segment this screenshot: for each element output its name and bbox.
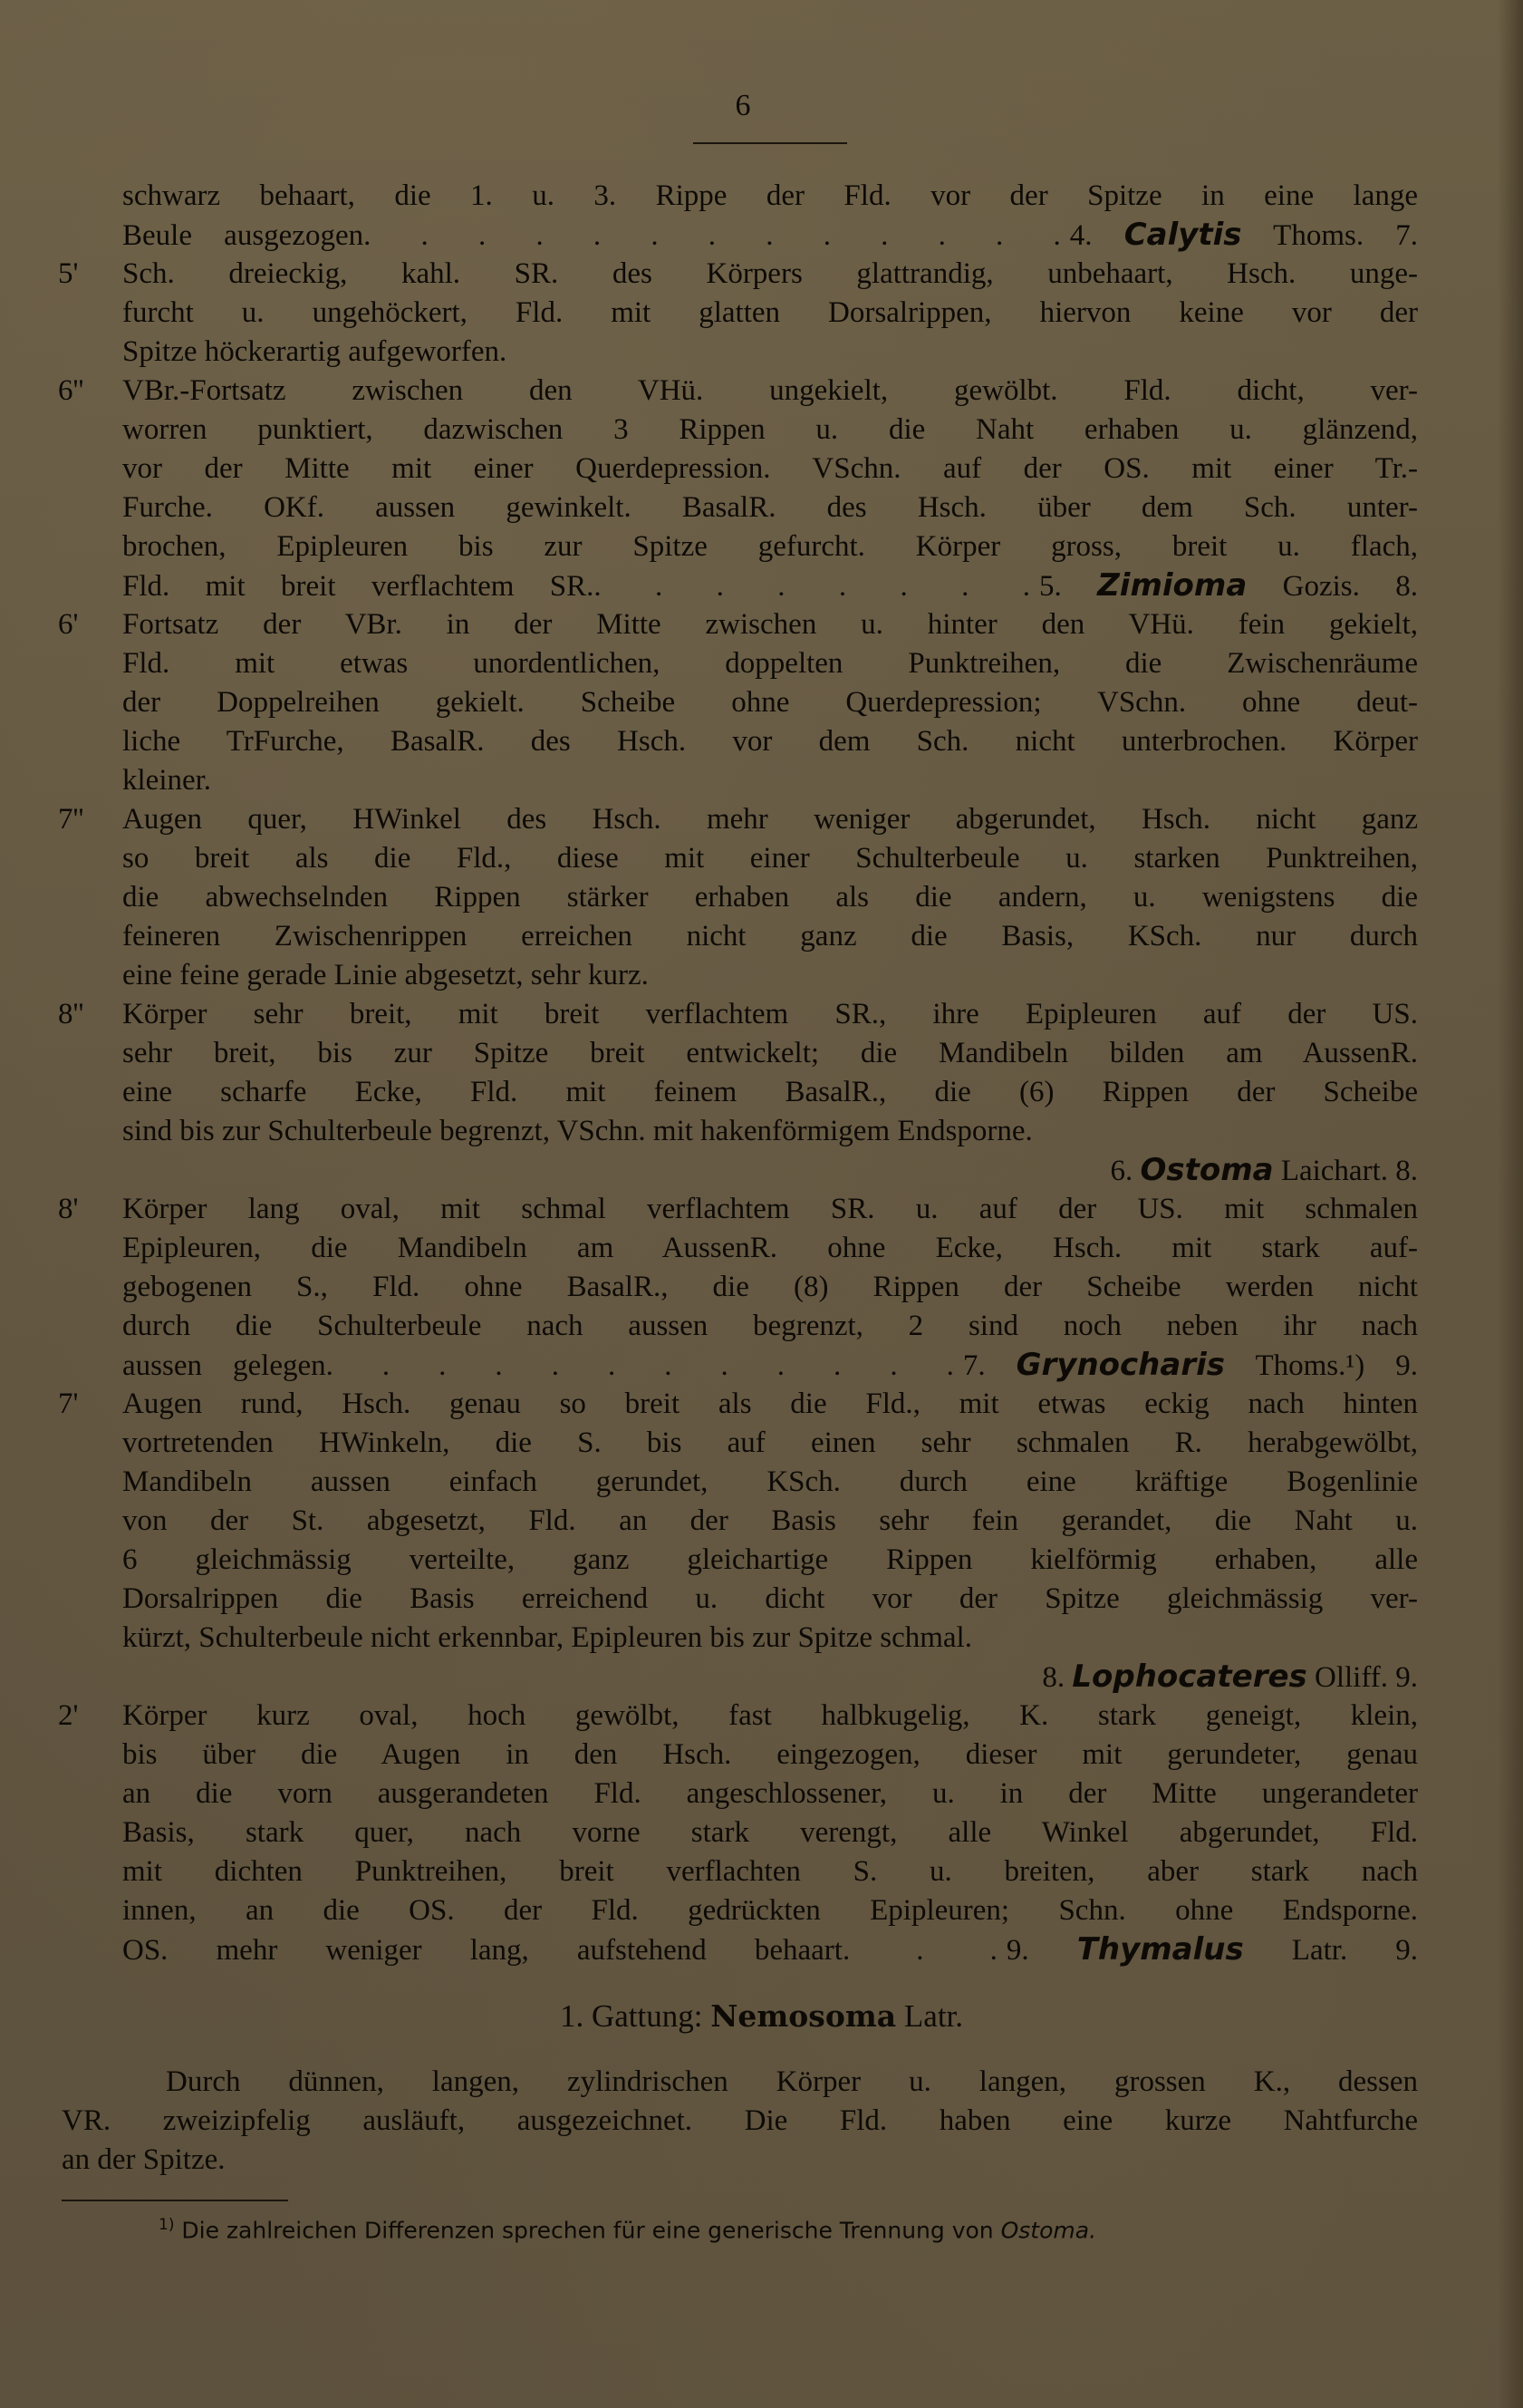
key-entry [0,255,1523,372]
footnote-marker: 1) [159,2216,175,2234]
key-line [0,1541,1418,1580]
key-line [0,1580,1418,1619]
key-line-text: sind bis zur Schulterbeule begrenzt, VSchn. mit hakenförmigem Endsporne. [122,1115,1033,1147]
genus-name: Ostoma [1140,1152,1274,1188]
key-entry [0,605,1523,800]
result-number: 8. [1042,1661,1065,1694]
key-line-text: gebogenen S., Fld. ohne BasalR., die (8) Rippen der Scheibe werden nicht [122,1271,1418,1303]
key-line [0,1930,1418,1969]
section-prefix: 1. Gattung: [559,1998,703,2034]
key-line [0,1346,1418,1385]
genus-description [0,2063,1523,2180]
key-line [0,1229,1418,1268]
key-line-text: Fld. mit etwas unordentlichen, doppelten Punktreihen, die Zwischenräume [122,647,1418,680]
description-line: Durch dünnen, langen, zylindrischen Körper u. langen, grossen K., dessen [166,2065,1418,2098]
key-line-text: Spitze höckerartig aufgeworfen. [122,335,507,368]
key-line [0,1034,1418,1073]
section-author: Latr. [903,1998,964,2034]
key-line [0,566,1418,605]
key-line-text: furcht u. ungehöckert, Fld. mit glatten Dorsalrippen, hiervon keine vor der [122,296,1418,329]
key-line [0,372,1418,411]
key-result [1006,1931,1419,1968]
key-line-text: kleiner. [122,764,212,797]
genus-author: Thoms. 7. [1273,219,1419,252]
result-number: 7. [962,1349,986,1382]
key-line-text: worren punktiert, dazwischen 3 Rippen u. die Naht erhaben u. glänzend, [122,413,1418,446]
key-line-text: der Doppelreihen gekielt. Scheibe ohne Querdepression; VSchn. ohne deut- [122,686,1418,719]
key-line [0,1073,1418,1112]
key-line-text: sehr breit, bis zur Spitze breit entwickelt; die Mandibeln bilden am AussenR. [122,1037,1418,1069]
identification-key [0,177,1523,1969]
key-line [0,294,1418,333]
footnote-genus: Ostoma. [1000,2217,1097,2244]
couplet-number: 8'' [58,998,84,1030]
key-line [0,488,1418,527]
key-line-text: durch die Schulterbeule nach aussen begrenzt, 2 sind noch neben ihr nach [122,1310,1418,1342]
key-line [0,450,1418,488]
key-line-text: eine feine gerade Linie abgesetzt, sehr kurz. [122,959,649,991]
header-rule [693,142,847,144]
key-line [0,527,1418,566]
key-line-text: vortretenden HWinkeln, die S. bis auf einen sehr schmalen R. herabgewölbt, [122,1426,1418,1459]
genus-author: Gozis. 8. [1282,570,1419,603]
key-result [1039,567,1419,604]
key-line [0,216,1418,255]
key-line-text: 6 gleichmässig verteilte, ganz gleichartige Rippen kielförmig erhaben, alle [122,1543,1418,1576]
key-line [0,255,1418,294]
key-line [0,1891,1418,1930]
key-line-text: eine scharfe Ecke, Fld. mit feinem BasalR., die (6) Rippen der Scheibe [122,1076,1418,1108]
result-number: 5. [1039,570,1062,603]
key-entry [0,995,1523,1190]
key-entry [0,372,1523,605]
key-line-text: liche TrFurche, BasalR. des Hsch. vor dem Sch. nicht unterbrochen. Körper [122,725,1418,758]
key-result [963,1349,1418,1382]
couplet-number: 7'' [58,803,84,836]
key-line-text: OS. mehr weniger lang, aufstehend behaart [122,1934,843,1967]
key-entry [0,1697,1523,1969]
key-line [0,1112,1523,1151]
key-line [0,1852,1418,1891]
genus-author: Olliff. 9. [1315,1661,1418,1694]
key-line [0,1190,1418,1229]
result-number: 6. [1110,1155,1133,1187]
key-result [1070,219,1418,252]
key-line-text: so breit als die Fld., diese mit einer Schulterbeule u. starken Punktreihen, [122,842,1418,875]
key-line-text: die abwechselnden Rippen stärker erhaben als die andern, u. wenigstens die [122,881,1418,914]
key-line [0,1736,1418,1775]
key-line [0,333,1523,372]
couplet-number: 6'' [58,374,84,407]
footnote [159,2216,1096,2243]
result-number: 9. [1006,1934,1029,1967]
key-line-text: Dorsalrippen die Basis erreichend u. dicht vor der Spitze gleichmässig ver- [122,1582,1418,1615]
couplet-number: 7' [58,1388,79,1420]
genus-name: Thymalus [1076,1931,1244,1968]
key-line-text: bis über die Augen in den Hsch. eingezogen, dieser mit gerundeter, genau [122,1738,1418,1771]
genus-name: Lophocateres [1072,1659,1307,1695]
genus-name: Zimioma [1097,567,1248,604]
page-number: 6 [735,89,751,122]
key-line-text: Basis, stark quer, nach vorne stark verengt, alle Winkel abgerundet, Fld. [122,1816,1418,1849]
couplet-number: 6' [58,608,79,641]
key-line [0,605,1418,644]
key-line [0,839,1418,878]
key-line [0,917,1418,956]
key-line-text: Fld. mit breit verflachtem SR. [122,570,594,603]
key-line-text: Beule ausgezogen [122,219,364,252]
key-line [0,1502,1418,1541]
key-line-text: Augen quer, HWinkel des Hsch. mehr weniger abgerundet, Hsch. nicht ganz [122,803,1418,836]
key-line [0,722,1418,761]
key-line-text: vor der Mitte mit einer Querdepression. VSchn. auf der OS. mit einer Tr.- [122,452,1418,485]
genus-name: Grynocharis [1016,1347,1225,1383]
description-line: VR. zweizipfelig ausläuft, ausgezeichnet. Die Fld. haben eine kurze Nahtfurche [62,2104,1418,2137]
leader-dots: . . . [842,1934,1007,1967]
key-line [0,411,1418,450]
key-line-text: Epipleuren, die Mandibeln am AussenR. ohne Ecke, Hsch. mit stark auf- [122,1232,1418,1264]
key-line [0,995,1418,1034]
description-line: an der Spitze. [62,2143,226,2176]
key-line [0,1813,1418,1852]
key-line-text: Furche. OKf. aussen gewinkelt. BasalR. des Hsch. über dem Sch. unter- [122,491,1418,524]
genus-author: Latr. 9. [1291,1934,1419,1967]
couplet-number: 2' [58,1699,79,1732]
genus-author: Thoms.¹) 9. [1255,1349,1419,1382]
key-line [0,1307,1418,1346]
leader-dots: . . . . . . . . . . . . . [363,219,1070,252]
key-line [0,177,1418,216]
key-line [0,1463,1418,1502]
key-line [0,1697,1418,1736]
genus-name: Calytis [1123,217,1242,253]
key-line-text: mit dichten Punktreihen, breit verflachten S. u. breiten, aber stark nach [122,1855,1418,1888]
key-result-line [0,1658,1418,1697]
key-entry [0,177,1523,255]
key-line [0,1619,1523,1658]
key-line-text: Mandibeln aussen einfach gerundet, KSch. durch eine kräftige Bogenlinie [122,1465,1418,1498]
key-line-text: Körper lang oval, mit schmal verflachtem SR. u. auf der US. mit schmalen [122,1193,1418,1225]
key-line-text: von der St. abgesetzt, Fld. an der Basis sehr fein gerandet, die Naht u. [122,1504,1418,1537]
footnote-rule [62,2200,288,2201]
result-number: 4. [1069,219,1093,252]
couplet-number: 8' [58,1193,79,1225]
key-line-text: Körper kurz oval, hoch gewölbt, fast halbkugelig, K. stark geneigt, klein, [122,1699,1418,1732]
key-line-text: feineren Zwischenrippen erreichen nicht ganz die Basis, KSch. nur durch [122,920,1418,953]
footnote-text: Die zahlreichen Differenzen sprechen für eine generische Trennung von [181,2217,994,2244]
key-entry [0,800,1523,995]
key-line-text: Sch. dreieckig, kahl. SR. des Körpers glattrandig, unbehaart, Hsch. unge- [122,257,1418,290]
key-line [0,878,1418,917]
key-line [0,1424,1418,1463]
key-line [0,1268,1418,1307]
leader-dots: . . . . . . . . [593,570,1040,603]
key-line-text: Körper sehr breit, mit breit verflachtem SR., ihre Epipleuren auf der US. [122,998,1418,1030]
key-entry [0,1190,1523,1385]
key-line [0,683,1418,722]
key-line-text: an die vorn ausgerandeten Fld. angeschlossener, u. in der Mitte ungerandeter [122,1777,1418,1810]
section-genus: Nemosoma [710,1998,897,2034]
page-edge-shadow [1498,0,1523,2408]
key-result-line [0,1151,1418,1190]
key-line-text: VBr.-Fortsatz zwischen den VHü. ungekielt, gewölbt. Fld. dicht, ver- [122,374,1418,407]
key-line-text: aussen gelegen [122,1349,326,1382]
key-line [0,956,1523,995]
key-line-text: innen, an die OS. der Fld. gedrückten Epipleuren; Schn. ohne Endsporne. [122,1894,1418,1927]
key-line-text: kürzt, Schulterbeule nicht erkennbar, Epipleuren bis zur Spitze schmal. [122,1621,972,1654]
key-line [0,644,1418,683]
key-entry [0,1385,1523,1697]
key-line-text: Augen rund, Hsch. genau so breit als die Fld., mit etwas eckig nach hinten [122,1388,1418,1420]
key-line [0,800,1418,839]
key-line [0,1775,1418,1813]
key-line-text: brochen, Epipleuren bis zur Spitze gefurcht. Körper gross, breit u. flach, [122,530,1418,563]
section-heading [0,1998,1523,2035]
leader-dots: . . . . . . . . . . . . [325,1349,963,1382]
key-line [0,1385,1418,1424]
key-line [0,761,1523,800]
couplet-number: 5' [58,257,79,290]
genus-author: Laichart. 8. [1280,1155,1418,1187]
key-line-text: Fortsatz der VBr. in der Mitte zwischen u. hinter den VHü. fein gekielt, [122,608,1418,641]
key-line-text: schwarz behaart, die 1. u. 3. Rippe der Fld. vor der Spitze in eine lange [122,179,1418,212]
